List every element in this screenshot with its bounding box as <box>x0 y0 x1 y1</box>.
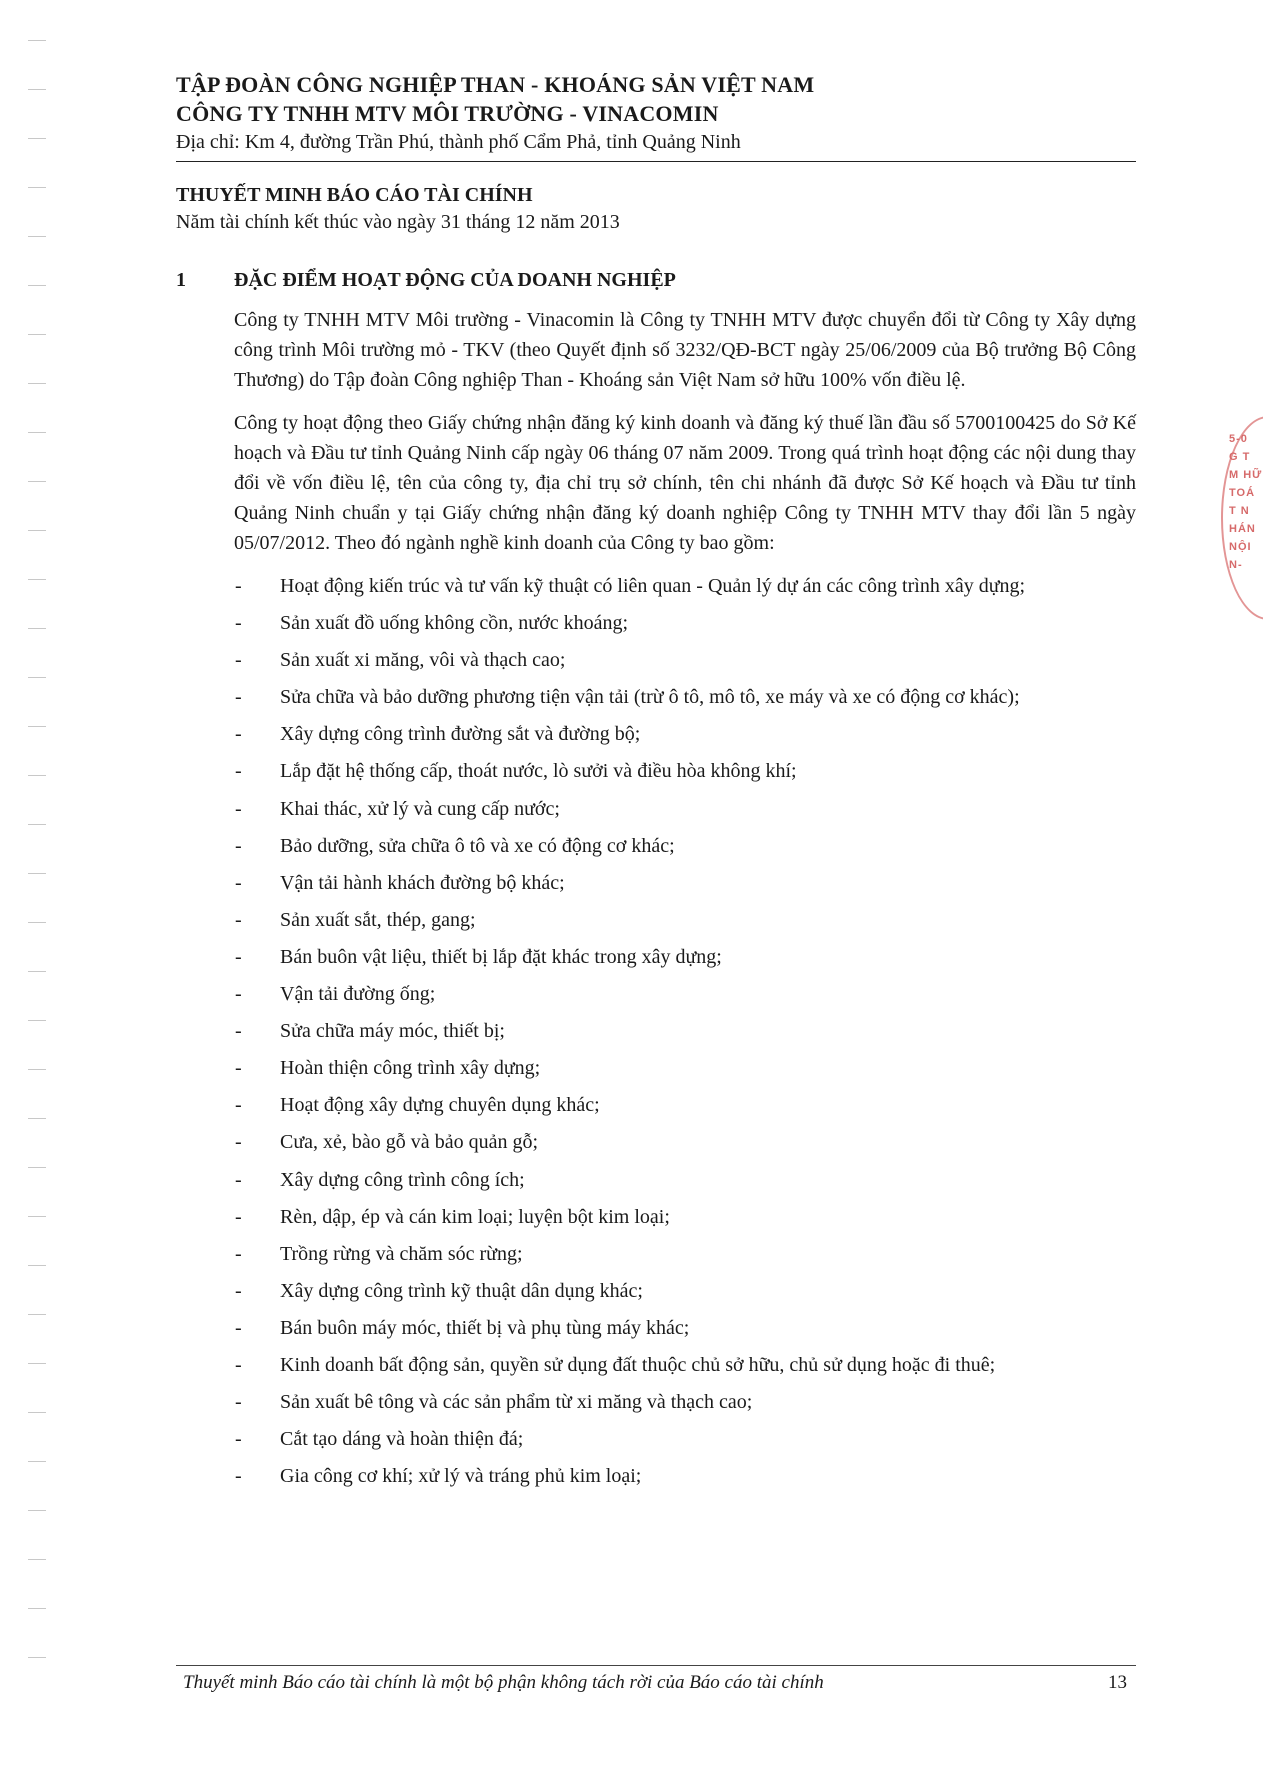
bullet-dash: - <box>235 1316 242 1339</box>
footer-divider <box>176 1665 1136 1666</box>
business-line-text: Bảo dưỡng, sửa chữa ô tô và xe có động cơ khác; <box>280 834 675 857</box>
company-name: CÔNG TY TNHH MTV MÔI TRƯỜNG - VINACOMIN <box>176 101 719 126</box>
bullet-dash: - <box>235 1391 242 1414</box>
business-line-text: Hoàn thiện công trình xây dựng; <box>280 1057 541 1080</box>
business-line-item <box>234 868 1136 898</box>
section-body <box>234 305 1136 1498</box>
letterhead <box>176 70 1136 156</box>
business-line-text: Sản xuất bê tông và các sản phẩm từ xi măng và thạch cao; <box>280 1391 753 1414</box>
business-line-item <box>234 1202 1136 1232</box>
bullet-dash: - <box>235 1428 242 1451</box>
report-title: THUYẾT MINH BÁO CÁO TÀI CHÍNH <box>176 184 533 206</box>
business-line-item <box>234 1424 1136 1454</box>
business-line-item <box>234 979 1136 1009</box>
bullet-dash: - <box>235 1131 242 1154</box>
business-line-text: Bán buôn máy móc, thiết bị và phụ tùng máy khác; <box>280 1316 690 1339</box>
business-line-text: Gia công cơ khí; xử lý và tráng phủ kim loại; <box>280 1465 642 1488</box>
bullet-dash: - <box>235 1279 242 1302</box>
business-line-item <box>234 1239 1136 1269</box>
business-line-text: Cưa, xẻ, bào gỗ và bảo quản gỗ; <box>280 1131 538 1154</box>
business-line-item <box>234 1165 1136 1195</box>
company-address: Địa chỉ: Km 4, đường Trần Phú, thành phố Cẩm Phả, tỉnh Quảng Ninh <box>176 131 741 153</box>
bullet-dash: - <box>235 1465 242 1488</box>
business-line-text: Trồng rừng và chăm sóc rừng; <box>280 1242 523 1265</box>
bullet-dash: - <box>235 945 242 968</box>
bullet-dash: - <box>235 1168 242 1191</box>
red-seal-stamp <box>1215 416 1263 622</box>
bullet-dash: - <box>235 1020 242 1043</box>
bullet-dash: - <box>235 871 242 894</box>
business-line-item <box>234 1350 1136 1380</box>
business-line-text: Bán buôn vật liệu, thiết bị lắp đặt khác trong xây dựng; <box>280 945 722 968</box>
business-line-item <box>234 1090 1136 1120</box>
bullet-dash: - <box>235 983 242 1006</box>
business-line-item <box>234 719 1136 749</box>
bullet-dash: - <box>235 649 242 672</box>
bullet-dash: - <box>235 834 242 857</box>
bullet-dash: - <box>235 1094 242 1117</box>
business-line-text: Xây dựng công trình kỹ thuật dân dụng khác; <box>280 1279 643 1302</box>
bullet-dash: - <box>235 612 242 635</box>
header-divider <box>176 161 1136 162</box>
bullet-dash: - <box>235 760 242 783</box>
business-line-item <box>234 794 1136 824</box>
business-line-item <box>234 1276 1136 1306</box>
business-lines-list <box>234 571 1136 1491</box>
stamp-text: 5-0 G T M HỮ TOÁ T N HÁN NỘI N- <box>1229 433 1263 571</box>
business-line-text: Lắp đặt hệ thống cấp, thoát nước, lò sưởi và điều hòa không khí; <box>280 760 797 783</box>
business-line-text: Sản xuất sắt, thép, gang; <box>280 908 476 931</box>
bullet-dash: - <box>235 1205 242 1228</box>
bullet-dash: - <box>235 1353 242 1376</box>
business-line-item <box>234 905 1136 935</box>
business-line-text: Xây dựng công trình đường sắt và đường bộ; <box>280 723 641 746</box>
business-line-item <box>234 1127 1136 1157</box>
footer-note: Thuyết minh Báo cáo tài chính là một bộ phận không tách rời của Báo cáo tài chính <box>183 1672 824 1693</box>
business-line-item <box>234 682 1136 712</box>
business-line-text: Khai thác, xử lý và cung cấp nước; <box>280 797 560 820</box>
business-line-text: Vận tải hành khách đường bộ khác; <box>280 871 565 894</box>
bullet-dash: - <box>235 908 242 931</box>
business-line-item <box>234 1053 1136 1083</box>
business-line-item <box>234 1313 1136 1343</box>
business-line-item <box>234 942 1136 972</box>
business-line-text: Sửa chữa và bảo dưỡng phương tiện vận tải (trừ ô tô, mô tô, xe máy và xe có động cơ khác); <box>280 686 1020 709</box>
business-line-item <box>234 831 1136 861</box>
bullet-dash: - <box>235 723 242 746</box>
business-line-item <box>234 645 1136 675</box>
section-heading <box>176 267 1136 293</box>
business-line-text: Sửa chữa máy móc, thiết bị; <box>280 1020 505 1043</box>
bullet-dash: - <box>235 575 242 597</box>
bullet-dash: - <box>235 1057 242 1080</box>
paragraph: Công ty TNHH MTV Môi trường - Vinacomin là Công ty TNHH MTV được chuyển đổi từ Công ty Xây dựng công trình Môi trường mỏ - TKV (theo Quyết định số 3232/QĐ-BCT ngày 25/06/2009 của Bộ trưởng Bộ Công Thương) do Tập đoàn Công nghiệp Than - Khoáng sản Việt Nam sở hữu 100% vốn điều lệ. <box>234 309 1136 391</box>
bullet-dash: - <box>235 1242 242 1265</box>
business-line-item <box>234 1387 1136 1417</box>
section-number: 1 <box>176 269 186 291</box>
paragraph: Công ty hoạt động theo Giấy chứng nhận đăng ký kinh doanh và đăng ký thuế lần đầu số 5700100425 do Sở Kế hoạch và Đầu tư tỉnh Quảng Ninh cấp ngày 06 tháng 07 năm 2009. Trong quá trình hoạt động các nội dung thay đổi về vốn điều lệ, tên của công ty, địa chỉ trụ sở chính, tên chi nhánh đã được Sở Kế hoạch và Đầu tư tỉnh Quảng Ninh chuẩn y tại Giấy chứng nhận đăng ký doanh nghiệp Công ty TNHH MTV thay đổi lần 5 ngày 05/07/2012. Theo đó ngành nghề kinh doanh của Công ty bao gồm: <box>234 412 1136 554</box>
business-line-text: Hoạt động xây dựng chuyên dụng khác; <box>280 1094 600 1117</box>
business-line-text: Xây dựng công trình công ích; <box>280 1168 525 1191</box>
business-line-text: Sản xuất xi măng, vôi và thạch cao; <box>280 649 566 672</box>
business-line-text: Rèn, dập, ép và cán kim loại; luyện bột kim loại; <box>280 1205 670 1228</box>
bullet-dash: - <box>235 686 242 709</box>
business-line-text: Kinh doanh bất động sản, quyền sử dụng đất thuộc chủ sở hữu, chủ sử dụng hoặc đi thuê; <box>280 1353 996 1376</box>
business-line-text: Cắt tạo dáng và hoàn thiện đá; <box>280 1428 524 1451</box>
binding-marks <box>28 40 52 1706</box>
bullet-dash: - <box>235 797 242 820</box>
report-subtitle: Năm tài chính kết thúc vào ngày 31 tháng 12 năm 2013 <box>176 211 620 233</box>
business-line-item <box>234 1461 1136 1491</box>
page-number: 13 <box>1108 1672 1127 1693</box>
business-line-text: Vận tải đường ống; <box>280 983 436 1006</box>
business-line-item <box>234 571 1136 601</box>
section-title: ĐẶC ĐIỂM HOẠT ĐỘNG CỦA DOANH NGHIỆP <box>234 269 676 291</box>
business-line-item <box>234 608 1136 638</box>
business-line-text: Hoạt động kiến trúc và tư vấn kỹ thuật có liên quan - Quản lý dự án các công trình xây dựng; <box>280 575 1026 597</box>
group-name: TẬP ĐOÀN CÔNG NGHIỆP THAN - KHOÁNG SẢN VIỆT NAM <box>176 72 815 97</box>
business-line-item <box>234 1016 1136 1046</box>
business-line-text: Sản xuất đồ uống không cồn, nước khoáng; <box>280 612 629 635</box>
business-line-item <box>234 756 1136 786</box>
